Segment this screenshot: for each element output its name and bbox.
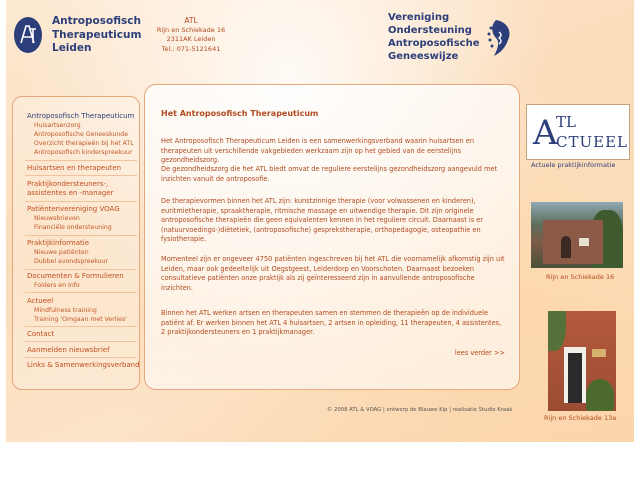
address-city: 2311AK Leiden xyxy=(166,35,216,43)
sidebar-divider xyxy=(25,341,137,342)
sidebar-divider xyxy=(25,269,137,270)
sidebar-item-therapeuticum[interactable]: Antroposofisch Therapeuticum xyxy=(27,112,135,120)
photo-caption-13a: Rijn en Schiekade 13a xyxy=(544,414,617,422)
sidebar-divider xyxy=(25,326,137,327)
sidebar-item-praktijkinformatie[interactable]: Praktijkinformatie xyxy=(27,239,89,247)
sidebar-item-therapieen[interactable]: Overzicht therapieën bij het ATL xyxy=(34,140,134,147)
sidebar-divider xyxy=(25,357,137,358)
photo-plaque xyxy=(592,349,606,357)
sidebar-item-nieuwsbrief[interactable]: Aanmelden nieuwsbrief xyxy=(27,346,110,354)
sidebar-item-verlies[interactable]: Training 'Omgaan met Verlies' xyxy=(34,316,127,323)
footer-credits: © 2008 ATL & VOAG | ontwerp de Blauwe Kip | realisatie Studio Kraak xyxy=(327,407,513,413)
sidebar-divider xyxy=(25,292,137,293)
org-name-line: Antroposofisch xyxy=(52,15,141,27)
photo-caption-16: Rijn en Schiekade 16 xyxy=(546,273,615,281)
address-name: ATL xyxy=(184,16,198,25)
sidebar-item-nieuwsbrieven[interactable]: Nieuwsbrieven xyxy=(34,215,80,222)
atl-logo-icon[interactable] xyxy=(14,17,42,53)
photo-door xyxy=(568,353,582,403)
sidebar-item-actueel[interactable]: Actueel xyxy=(27,297,54,305)
sidebar-item-praktijkondersteuners-2[interactable]: assistentes en -manager xyxy=(27,189,114,197)
org-name-line: Therapeuticum xyxy=(52,28,142,41)
org-name[interactable] xyxy=(52,15,162,56)
sidebar-divider xyxy=(25,160,137,161)
voag-name-line: Geneeswijze xyxy=(388,51,459,62)
voag-name[interactable] xyxy=(388,11,498,63)
photo-plant xyxy=(586,379,614,411)
sidebar-item-mindfulness[interactable]: Mindfulness training xyxy=(34,307,97,314)
paragraph-team: Binnen het ATL werken artsen en therapeuten samen en stemmen de therapieën op de individuele patiënt af. Er werken binnen het ATL 4 huisartsen, 2 artsen in opleiding, 11 therapeuten, 4 assistentes, 2 praktijkondersteuners en 1 praktijkmanager. xyxy=(161,309,502,337)
sidebar-item-nieuwe-patienten[interactable]: Nieuwe patiënten xyxy=(34,249,89,256)
address-block xyxy=(151,16,231,54)
sidebar-item-voag[interactable]: Patiëntenvereniging VOAG xyxy=(27,205,120,213)
paragraph-zorg: De gezondheidszorg die het ATL biedt omvat de reguliere eerstelijns gezondheidszorg aangevuld met inzichten vanuit de antroposofie. xyxy=(161,165,498,183)
atl-actueel-banner[interactable] xyxy=(526,104,630,160)
voag-name-line: Vereniging xyxy=(388,12,450,23)
atl-actueel-word: CTUEEL xyxy=(556,133,628,151)
main-content xyxy=(144,84,520,390)
photo-door xyxy=(561,236,571,258)
sidebar-item-praktijkondersteuners[interactable]: Praktijkondersteuners-, xyxy=(27,180,109,188)
voag-logo-icon[interactable] xyxy=(486,18,512,58)
sidebar-nav xyxy=(12,96,140,390)
paragraph-intro: Het Antroposofisch Therapeuticum Leiden is een samenwerkingsverband waarin huisartsen en therapeuten uit verschillende vakgebieden werkzaam zijn op het gebied van de eerstelijns gezondheidszorg. xyxy=(161,137,475,165)
building-photo-16 xyxy=(531,202,623,268)
sidebar-item-geneeskunde[interactable]: Antroposofische Geneeskunde xyxy=(34,131,129,138)
read-more-link[interactable]: lees verder >> xyxy=(454,349,505,357)
sidebar-item-folders[interactable]: Folders en Info xyxy=(34,282,80,289)
address-street: Rijn en Schiekade 16 xyxy=(156,25,226,34)
page-title: Het Antroposofisch Therapeuticum xyxy=(161,109,319,118)
atl-actueel-tl: TL xyxy=(556,113,576,131)
sidebar-item-links[interactable]: Links & Samenwerkingsverband xyxy=(27,361,140,369)
photo-building xyxy=(543,220,603,264)
voag-name-line: Ondersteuning xyxy=(388,25,472,36)
sidebar-divider xyxy=(25,201,137,202)
org-name-line: Leiden xyxy=(52,42,92,54)
atl-actueel-subtitle[interactable]: Actuele praktijkinformatie xyxy=(531,161,616,169)
photo-sign xyxy=(579,238,589,246)
sidebar-divider xyxy=(25,235,137,236)
sidebar-item-kinderspreekuur[interactable]: Antroposofisch kinderspreekuur xyxy=(34,149,133,156)
sidebar-divider xyxy=(25,175,137,176)
address-phone: Tel.: 071-5121641 xyxy=(161,44,221,53)
sidebar-item-documenten[interactable]: Documenten & Formulieren xyxy=(27,272,124,280)
photo-ivy xyxy=(548,311,566,351)
sidebar-item-huisartsenzorg[interactable]: Huisartsenzorg xyxy=(34,122,81,129)
voag-name-line: Antroposofische xyxy=(388,38,480,49)
sidebar-item-contact[interactable]: Contact xyxy=(27,330,55,338)
paragraph-patienten: Momenteel zijn er ongeveer 4750 patiënten ingeschreven bij het ATL die voornamelijk afkomstig zijn uit Leiden, maar ook gedeeltelijk uit Oegstgeest, Leiderdorp en Voorschoten. Daarnaast bezoeken consultatieve patiënten onze praktijk als zij geïnteresseerd zijn in aanvullende antroposofische inzichten. xyxy=(161,255,505,292)
paragraph-therapievormen: De therapievormen binnen het ATL zijn: kunstzinnige therapie (voor volwassenen en kinderen), euritmietherapie, spraaktherapie, ritmische massage en uitwendige therapie. Dit zijn originele antroposofische therapieën die geen equivalenten kennen in het reguliere circuit. Daarnaast is er (natuurvoedings-)diëtetiek, (antroposofische) gesprekstherapie, orthopedagogie, osteopathie en fysiotherapie. xyxy=(161,197,484,244)
page-background xyxy=(6,0,634,442)
building-photo-13a xyxy=(548,311,616,411)
sidebar-item-financiele[interactable]: Financiële ondersteuning xyxy=(34,224,112,231)
atl-actueel-a: A xyxy=(533,113,558,153)
sidebar-item-avondspreekuur[interactable]: Dubbel avondspreekuur xyxy=(34,258,109,265)
sidebar-item-huisartsen[interactable]: Huisartsen en therapeuten xyxy=(27,164,122,172)
